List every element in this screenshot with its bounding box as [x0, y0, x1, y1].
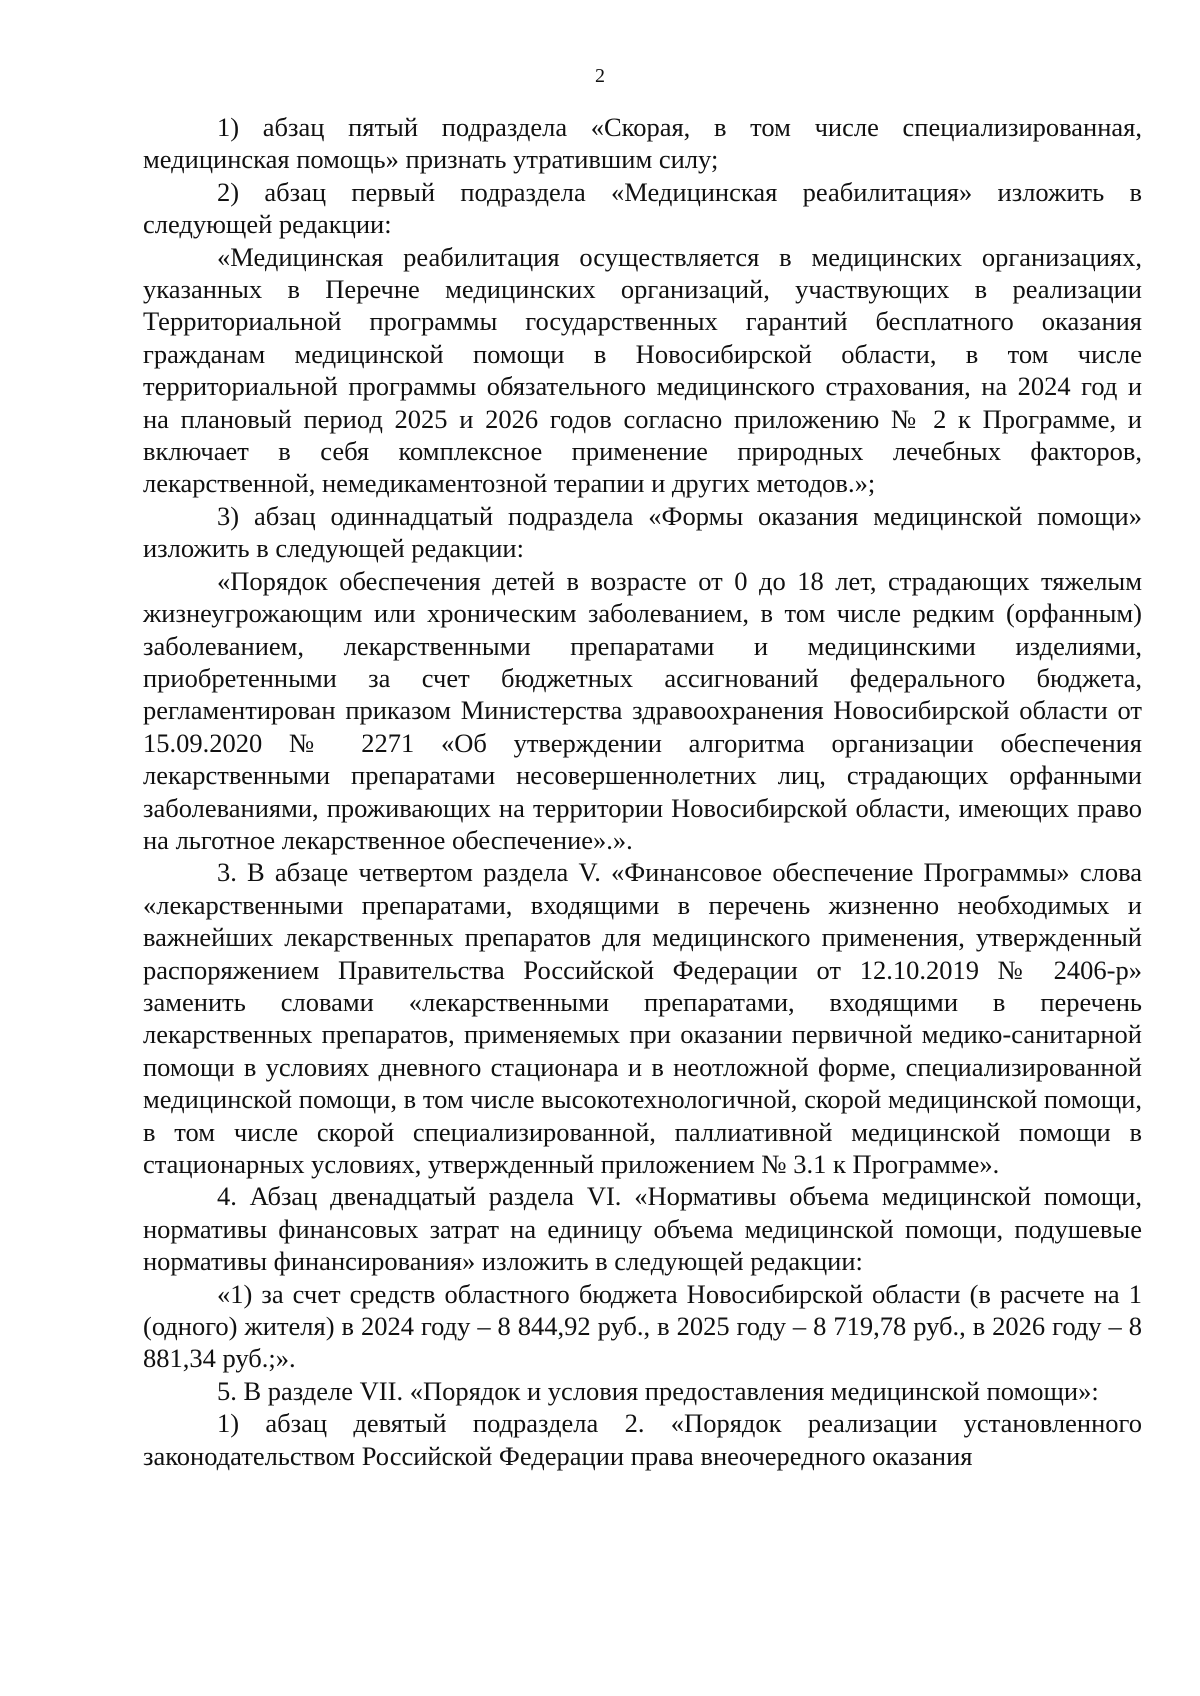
paragraph-item-2: 2) абзац первый подраздела «Медицинская реабилитация» изложить в следующей редакции: [143, 176, 1142, 240]
paragraph-children-provision-text: «Порядок обеспечения детей в возрасте от 0 до 18 лет, страдающих тяжелым жизнеугрожающим или хроническим заболеванием, в том числе редким (орфанным) заболеванием, лекарственными препаратами и медицинскими изделиями, приобретенными за счет бюджетных ассигнований федерального бюджета, регламентирован приказом Министерства здравоохранения Новосибирской области от 15.09.2020 № 2271 «Об утверждении алгоритма организации обеспечения лекарственными препаратами несовершеннолетних лиц, страдающих орфанными заболеваниями, проживающих на территории Новосибирской области, имеющих право на льготное лекарственное обеспечение».». [143, 565, 1142, 855]
page-number: 2 [595, 65, 605, 87]
paragraph-section-4: 4. Абзац двенадцатый раздела VI. «Нормативы объема медицинской помощи, нормативы финансовых затрат на единицу объема медицинской помощи, подушевые нормативы финансирования» изложить в следующей редакции: [143, 1181, 1142, 1277]
paragraph-rehabilitation-text: «Медицинская реабилитация осуществляется в медицинских организациях, указанных в Перечне медицинских организаций, участвующих в реализации Территориальной программы государственных гарантий бесплатного оказания гражданам медицинской помощи в Новосибирской области, в том числе территориальной программы обязательного медицинского страхования, на 2024 год и на плановый период 2025 и 2026 годов согласно приложению № 2 к Программе, и включает в себя комплексное применение природных лечебных факторов, лекарственной, немедикаментозной терапии и других методов.»; [143, 241, 1142, 499]
paragraph-section-3: 3. В абзаце четвертом раздела V. «Финансовое обеспечение Программы» слова «лекарственными препаратами, входящими в перечень жизненно необходимых и важнейших лекарственных препаратов для медицинского применения, утвержденный распоряжением Правительства Российской Федерации от 12.10.2019 № 2406-р» заменить словами «лекарственными препаратами, входящими в перечень лекарственных препаратов, применяемых при оказании первичной медико-санитарной помощи в условиях дневного стационара и в неотложной форме, специализированной медицинской помощи, в том числе высокотехнологичной, скорой медицинской помощи, в том числе скорой специализированной, паллиативной медицинской помощи в стационарных условиях, утвержденный приложением № 3.1 к Программе». [143, 857, 1142, 1179]
paragraph-section-5-item-1: 1) абзац девятый подраздела 2. «Порядок реализации установленного законодательством Российской Федерации права внеочередного оказания [143, 1408, 1142, 1471]
document-body [143, 111, 1142, 1472]
paragraph-item-3: 3) абзац одиннадцатый подраздела «Формы оказания медицинской помощи» изложить в следующей редакции: [143, 500, 1142, 564]
paragraph-section-5: 5. В разделе VII. «Порядок и условия предоставления медицинской помощи»: [217, 1375, 1099, 1406]
paragraph-item-1: 1) абзац пятый подраздела «Скорая, в том числе специализированная, медицинская помощь» признать утратившим силу; [143, 112, 1142, 175]
paragraph-budget-norms: «1) за счет средств областного бюджета Новосибирской области (в расчете на 1 (одного) жителя) в 2024 году – 8 844,92 руб., в 2025 году – 8 719,78 руб., в 2026 году – 8 881,34 руб.;». [143, 1278, 1142, 1374]
